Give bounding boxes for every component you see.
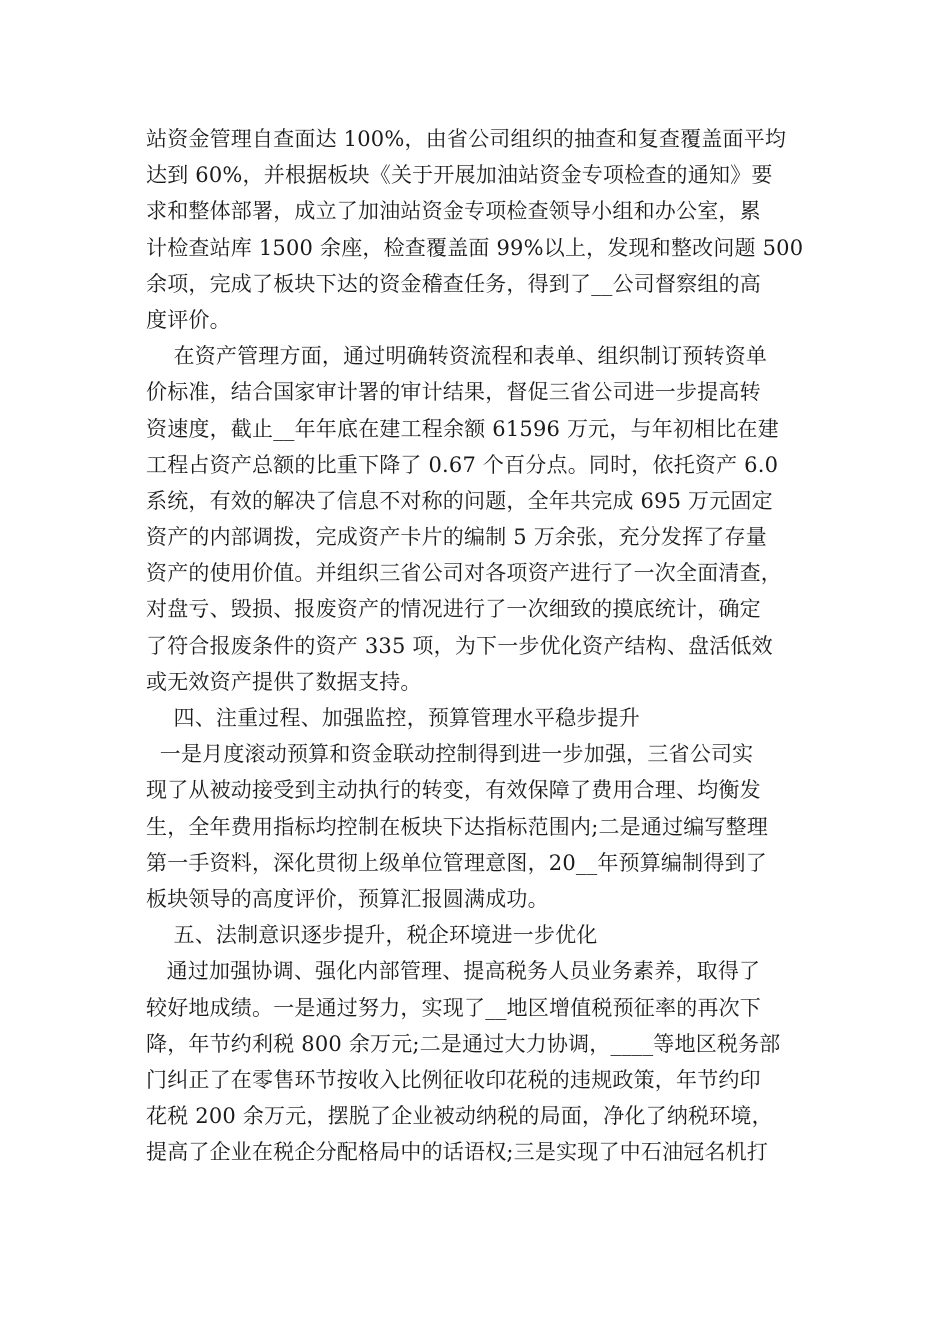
text-line: 在资产管理方面，通过明确转资流程和表单、组织制订预转资单 <box>146 344 768 369</box>
text-line: 第一手资料，深化贯彻上级单位管理意图，20__年预算编制得到了 <box>146 850 767 875</box>
document-body <box>146 121 836 1170</box>
section-heading: 四、注重过程、加强监控，预算管理水平稳步提升 <box>146 706 640 730</box>
section-heading: 五、法制意识逐步提升，税企环境进一步优化 <box>146 923 598 948</box>
text-line: 花税 200 余万元，摆脱了企业被动纳税的局面，净化了纳税环境， <box>146 1104 773 1129</box>
text-line: 资产的使用价值。并组织三省公司对各项资产进行了一次全面清查， <box>146 561 782 586</box>
text-line: 板块领导的高度评价，预算汇报圆满成功。 <box>146 886 549 911</box>
text-line: 现了从被动接受到主动执行的转变，有效保障了费用合理、均衡发 <box>146 778 761 803</box>
text-line: 求和整体部署，成立了加油站资金专项检查领导小组和办公室，累 <box>146 199 761 224</box>
text-line: 一是月度滚动预算和资金联动控制得到进一步加强，三省公司实 <box>146 742 754 767</box>
text-line: 较好地成绩。一是通过努力，实现了__地区增值税预征率的再次下 <box>146 995 761 1020</box>
text-line: 提高了企业在税企分配格局中的话语权;三是实现了中石油冠名机打 <box>146 1140 769 1165</box>
text-line: 余项，完成了板块下达的资金稽查任务，得到了__公司督察组的高 <box>146 271 761 296</box>
text-line: 价标准，结合国家审计署的审计结果，督促三省公司进一步提高转 <box>146 380 761 405</box>
text-line: 工程占资产总额的比重下降了 0.67 个百分点。同时，依托资产 6.0 <box>146 452 779 477</box>
text-line: 对盘亏、毁损、报废资产的情况进行了一次细致的摸底统计，确定 <box>146 597 761 622</box>
text-line: 达到 60%，并根据板块《关于开展加油站资金专项检查的通知》要 <box>146 163 773 188</box>
text-line: 资速度，截止__年年底在建工程余额 61596 万元，与年初相比在建 <box>146 416 779 441</box>
text-line: 计检查站库 1500 余座，检查覆盖面 99%以上，发现和整改问题 500 <box>146 235 804 260</box>
text-line: 降，年节约利税 800 余万元;二是通过大力协调，____等地区税务部 <box>146 1031 781 1056</box>
text-line: 门纠正了在零售环节按收入比例征收印花税的违规政策，年节约印 <box>146 1067 761 1092</box>
text-line: 度评价。 <box>146 307 231 332</box>
text-line: 了符合报废条件的资产 335 项，为下一步优化资产结构、盘活低效 <box>146 633 773 658</box>
text-line: 站资金管理自查面达 100%，由省公司组织的抽查和复查覆盖面平均 <box>146 127 787 151</box>
text-line: 或无效资产提供了数据支持。 <box>146 669 422 694</box>
text-line: 系统，有效的解决了信息不对称的问题，全年共完成 695 万元固定 <box>146 488 773 513</box>
text-line: 生，全年费用指标均控制在板块下达指标范围内;二是通过编写整理 <box>146 814 769 839</box>
text-line: 资产的内部调拨，完成资产卡片的编制 5 万余张，充分发挥了存量 <box>146 525 767 550</box>
text-line: 通过加强协调、强化内部管理、提高税务人员业务素养，取得了 <box>146 959 761 984</box>
